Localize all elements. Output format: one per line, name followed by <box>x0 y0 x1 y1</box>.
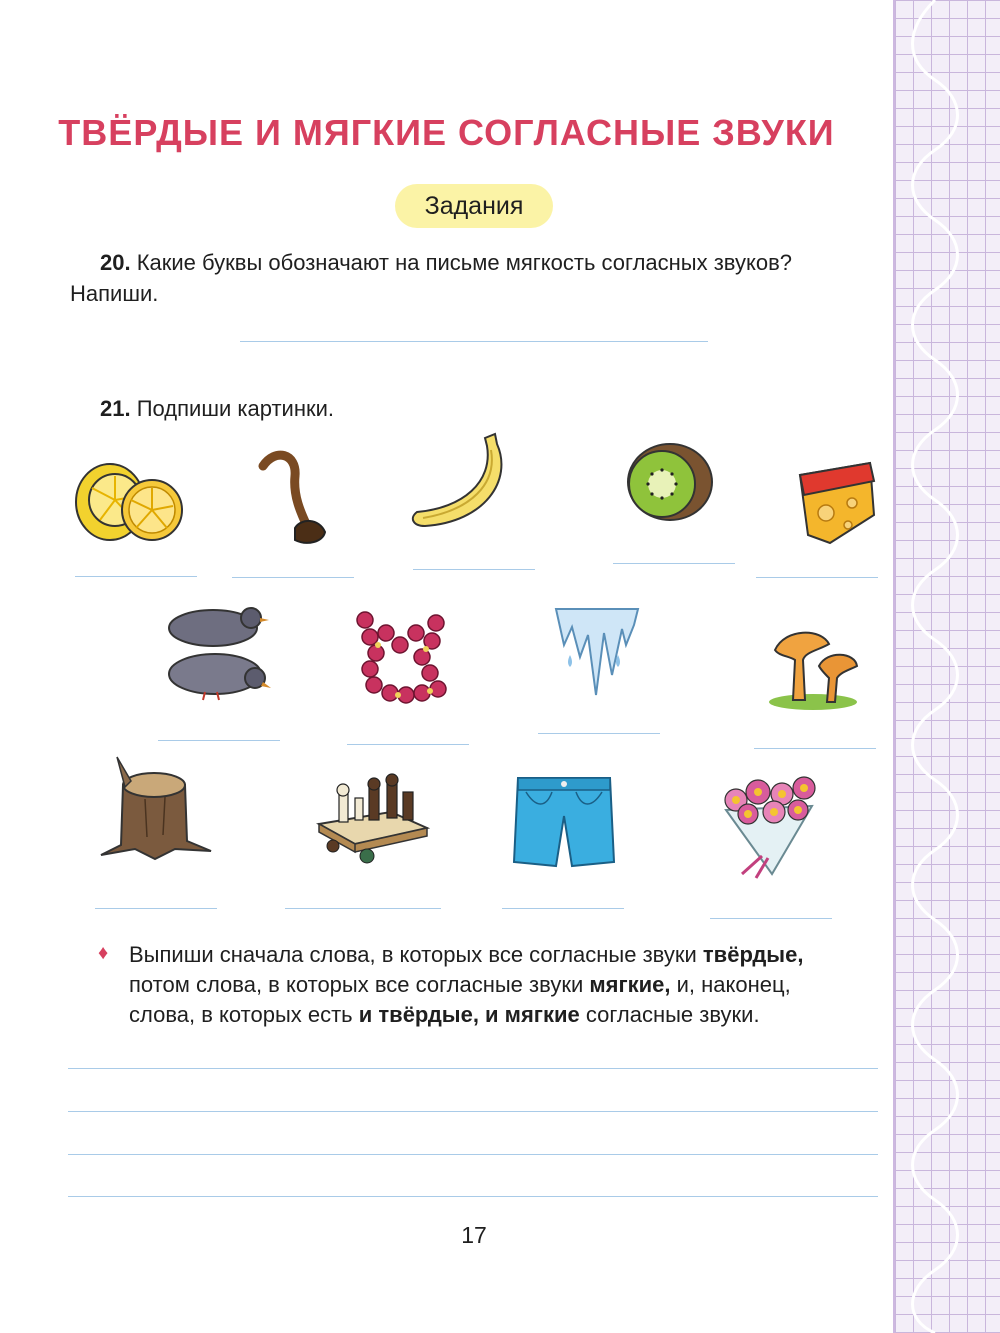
instruction-part: и, наконец, <box>670 972 791 997</box>
beads-icon <box>350 605 455 710</box>
kiwi-icon <box>620 440 720 525</box>
task-20-text <box>70 247 890 309</box>
diamond-bullet-icon: ♦ <box>98 942 109 964</box>
answer-line[interactable] <box>413 569 535 570</box>
instruction-part: Выпиши сначала слова, в которых все согласные звуки <box>129 942 703 967</box>
instruction-bold: мягкие, <box>589 972 671 997</box>
task-20-question: Какие буквы обозначают на письме мягкость согласных звуков? <box>136 250 793 275</box>
cheese-icon <box>790 455 885 550</box>
page-number: 17 <box>461 1222 487 1248</box>
task-21-text <box>100 393 334 424</box>
page-title: ТВЁРДЫЕ И МЯГКИЕ СОГЛАСНЫЕ ЗВУКИ <box>58 112 835 153</box>
loop-decoration-icon <box>895 0 1000 1333</box>
answer-line[interactable] <box>613 563 735 564</box>
instruction-bold: твёрдые, <box>702 942 804 967</box>
answer-line[interactable] <box>347 744 469 745</box>
answer-line[interactable] <box>502 908 624 909</box>
task-20-number: 20. <box>100 250 131 275</box>
writing-line[interactable] <box>68 1154 878 1155</box>
answer-line[interactable] <box>285 908 441 909</box>
answer-line[interactable] <box>232 577 354 578</box>
lemon-icon <box>70 452 190 547</box>
task-21-instruction: Подпиши картинки. <box>136 396 335 421</box>
instruction-bold: и твёрдые, и мягкие <box>358 1002 580 1027</box>
answer-line-task-20[interactable] <box>240 341 708 342</box>
banana-icon <box>405 430 515 535</box>
writing-line[interactable] <box>68 1111 878 1112</box>
answer-line[interactable] <box>158 740 280 741</box>
answer-line[interactable] <box>538 733 660 734</box>
answer-line[interactable] <box>75 576 197 577</box>
instruction-part: согласные звуки. <box>579 1002 760 1027</box>
instruction-part: слова, в которых есть <box>129 1002 359 1027</box>
tasks-badge: Задания <box>395 184 553 228</box>
answer-line[interactable] <box>756 577 878 578</box>
chess-icon <box>315 768 430 868</box>
writing-line[interactable] <box>68 1196 878 1197</box>
pigeons-icon <box>155 600 275 705</box>
task-20-question-cont: Напиши. <box>70 281 159 306</box>
shorts-icon <box>512 772 617 872</box>
icicle-icon <box>552 605 642 700</box>
instruction-part: потом слова, в которых все согласные звуки <box>129 972 590 997</box>
answer-line[interactable] <box>95 908 217 909</box>
stump-icon <box>95 755 220 865</box>
task-21-number: 21. <box>100 396 131 421</box>
bouquet-icon <box>712 770 827 880</box>
writing-line[interactable] <box>68 1068 878 1069</box>
answer-line[interactable] <box>710 918 832 919</box>
margin-grid-strip <box>893 0 1000 1333</box>
tail-icon <box>255 448 335 548</box>
chanterelles-icon <box>765 620 860 715</box>
answer-line[interactable] <box>754 748 876 749</box>
instruction-text <box>129 940 889 1030</box>
